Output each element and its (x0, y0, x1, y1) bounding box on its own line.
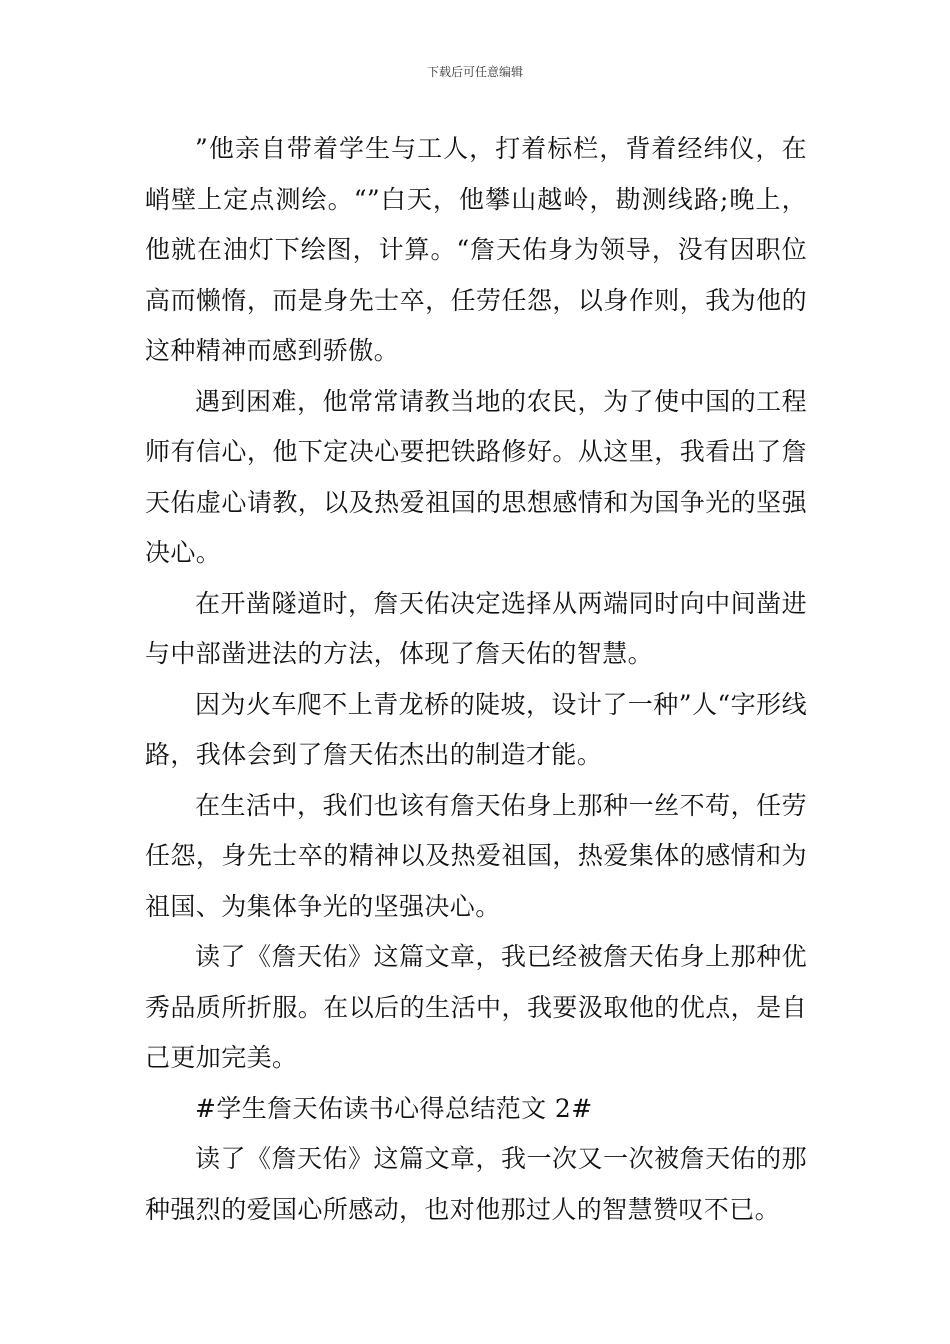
page-header-note: 下载后可任意编辑 (426, 65, 523, 79)
paragraph-2: 遇到困难，他常常请教当地的农民，为了使中国的工程师有信心，他下定决心要把铁路修好。从这里，我看出了詹天佑虚心请教，以及热爱祖国的思想感情和为国争光的坚强决心。 (145, 386, 807, 567)
paragraph-1: ”他亲自带着学生与工人，打着标栏，背着经纬仪，在峭壁上定点测绘。“”白天，他攀山越岭，勘测线路;晚上，他就在油灯下绘图，计算。“詹天佑身为领导，没有因职位高而懒惰，而是身先士卒，任劳任怨，以身作则，我为他的这种精神而感到骄傲。 (145, 134, 807, 365)
paragraph-6: 读了《詹天佑》这篇文章，我已经被詹天佑身上那种优秀品质所折服。在以后的生活中，我要汲取他的优点，是自己更加完美。 (145, 942, 807, 1072)
paragraph-5: 在生活中，我们也该有詹天佑身上那种一丝不苟，任劳任怨，身先士卒的精神以及热爱祖国，热爱集体的感情和为祖国、为集体争光的坚强决心。 (145, 790, 807, 921)
paragraph-7: 读了《詹天佑》这篇文章，我一次又一次被詹天佑的那种强烈的爱国心所感动，也对他那过人的智慧赞叹不已。 (145, 1144, 807, 1224)
article-body (145, 124, 807, 1235)
section-heading: #学生詹天佑读书心得总结范文 2# (195, 1093, 593, 1123)
paragraph-3: 在开凿隧道时，詹天佑决定选择从两端同时向中间凿进与中部凿进法的方法，体现了詹天佑的智慧。 (145, 588, 807, 668)
paragraph-4: 因为火车爬不上青龙桥的陡坡，设计了一种”人“字形线路，我体会到了詹天佑杰出的制造才能。 (145, 689, 807, 769)
